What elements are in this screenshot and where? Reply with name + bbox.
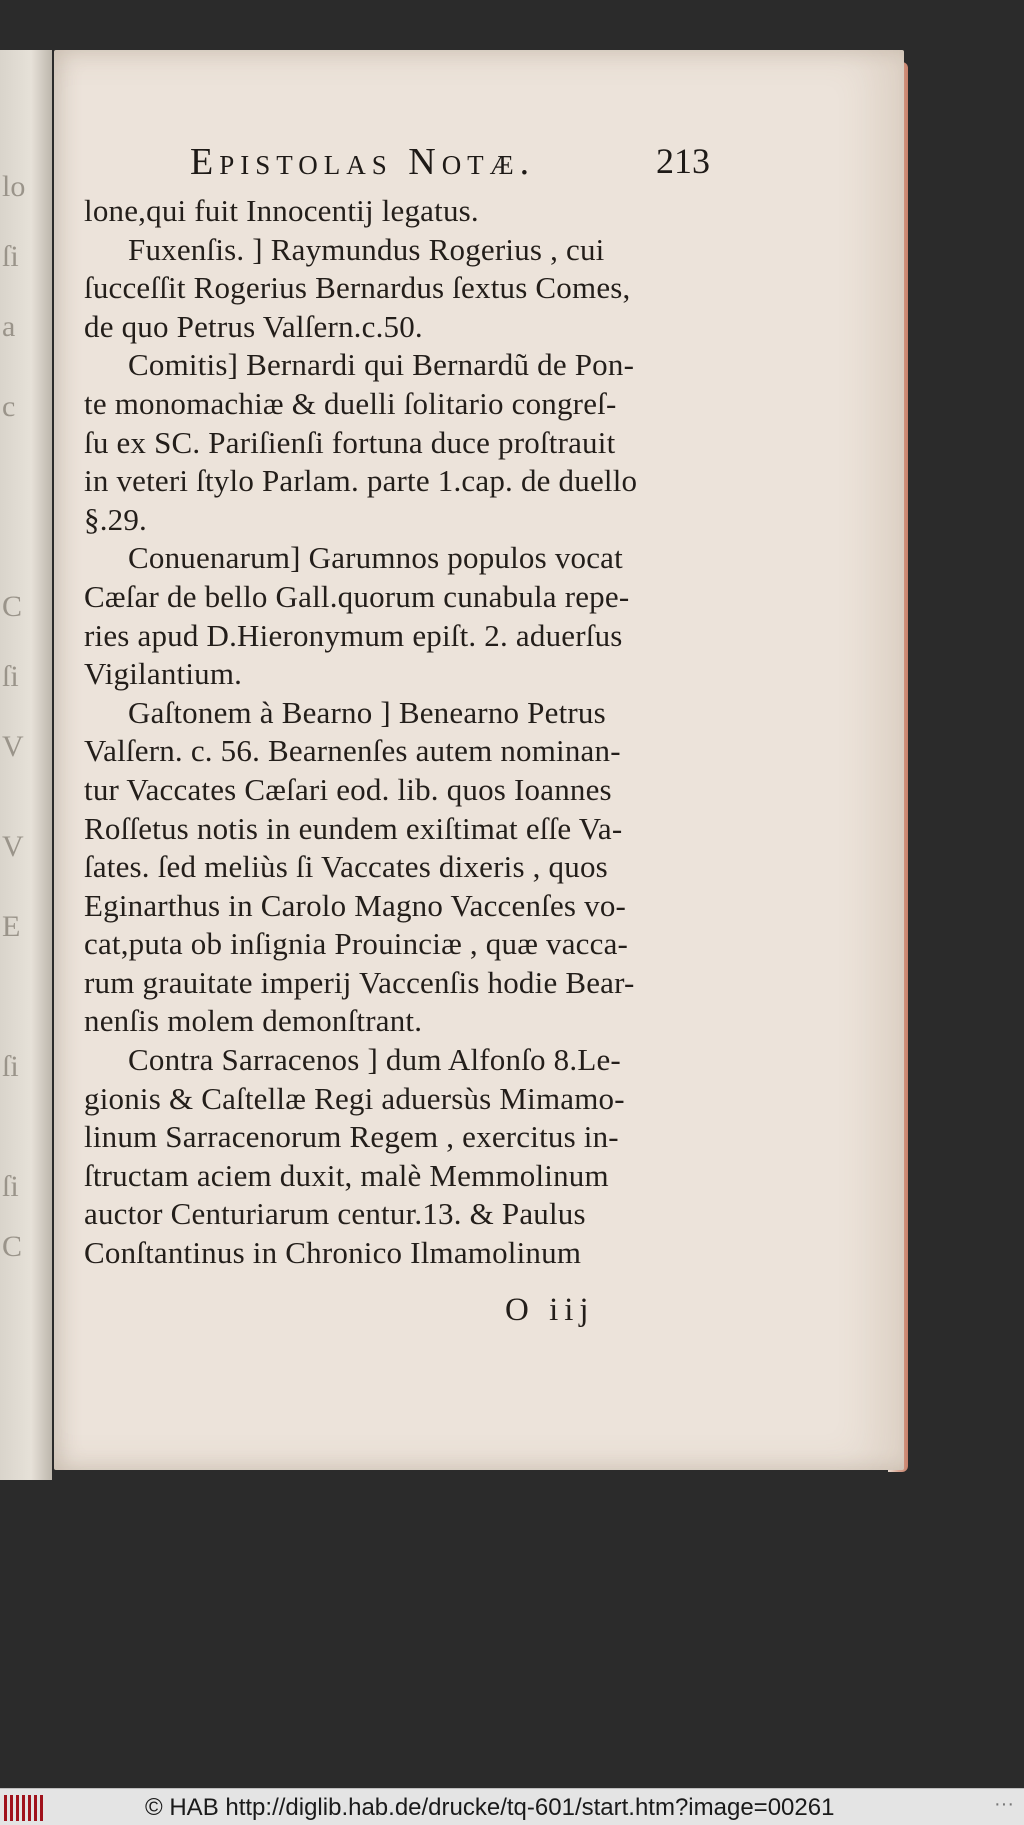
text-line: de quo Petrus Valſern.c.50. bbox=[84, 308, 423, 344]
text-line: Valſern. c. 56. Bearnenſes autem nominan- bbox=[84, 733, 621, 769]
page-header bbox=[190, 140, 710, 188]
text-line: Conuenarum] Garumnos populos vocat bbox=[128, 540, 623, 576]
page-number: 213 bbox=[656, 141, 710, 181]
text-line: gionis & Caſtellæ Regi aduersùs Mimamo- bbox=[84, 1080, 625, 1116]
text-line: linum Sarracenorum Regem , exercitus in- bbox=[84, 1119, 619, 1155]
bleed-through-glyph: C bbox=[2, 590, 23, 623]
bleed-through-glyph: c bbox=[2, 390, 16, 423]
bleed-through-glyph: ſi bbox=[2, 1050, 19, 1083]
text-line: Contra Sarracenos ] dum Alfonſo 8.Le- bbox=[128, 1042, 621, 1078]
hab-logo bbox=[4, 1795, 46, 1821]
bleed-through-glyph: V bbox=[2, 730, 24, 763]
text-line: Gaſtonem à Bearno ] Benearno Petrus bbox=[128, 694, 606, 730]
text-line: nenſis molem demonſtrant. bbox=[84, 1003, 423, 1039]
previous-page-edge bbox=[0, 50, 52, 1480]
text-line: te monomachiæ & duelli ſolitario congreſ- bbox=[84, 385, 617, 421]
text-line: lone,qui fuit Innocentij legatus. bbox=[84, 193, 479, 228]
text-line: cat,puta ob inſignia Prouinciæ , quæ vacca- bbox=[84, 926, 629, 962]
text-line: rum grauitate imperij Vaccenſis hodie Bear- bbox=[84, 964, 635, 1000]
text-line: auctor Centuriarum centur.13. & Paulus bbox=[84, 1196, 586, 1232]
text-line: ſates. ſed meliùs ſi Vaccates dixeris , quos bbox=[84, 849, 608, 885]
text-line: ries apud D.Hieronymum epiſt. 2. aduerſus bbox=[84, 617, 623, 653]
bleed-through-glyph: lo bbox=[2, 170, 26, 203]
text-line: Conſtantinus in Chronico Ilmamolinum bbox=[84, 1235, 582, 1271]
text-line: ſu ex SC. Pariſienſi fortuna duce proſtrauit bbox=[84, 424, 616, 460]
text-line: ſucceſſit Rogerius Bernardus ſextus Comes, bbox=[84, 270, 631, 306]
signature-mark: O iij bbox=[505, 1292, 595, 1328]
text-line: ſtructam aciem duxit, malè Memmolinum bbox=[84, 1157, 609, 1193]
text-line: Vigilantium. bbox=[84, 656, 243, 692]
bleed-through-glyph: ſi bbox=[2, 660, 19, 693]
text-line: tur Vaccates Cæſari eod. lib. quos Ioannes bbox=[84, 771, 612, 807]
body-text bbox=[84, 192, 712, 1273]
bleed-through-glyph: V bbox=[2, 830, 24, 863]
footer-credit-url[interactable]: © HAB http://diglib.hab.de/drucke/tq-601/start.htm?image=00261 bbox=[145, 1794, 835, 1821]
bleed-through-glyph: E bbox=[2, 910, 21, 943]
running-head: Epistolas Notæ. bbox=[190, 141, 536, 183]
bleed-through-glyph: C bbox=[2, 1230, 23, 1263]
text-line: Fuxenſis. ] Raymundus Rogerius , cui bbox=[128, 231, 605, 267]
bleed-through-glyph: ſi bbox=[2, 1170, 19, 1203]
text-line: Eginarthus in Carolo Magno Vaccenſes vo- bbox=[84, 887, 627, 923]
text-line: Cæſar de bello Gall.quorum cunabula repe- bbox=[84, 578, 630, 614]
more-options-icon[interactable]: ··· bbox=[994, 1793, 1014, 1815]
text-line: §.29. bbox=[84, 501, 147, 537]
viewer-footer bbox=[0, 1788, 1024, 1825]
text-line: Comitis] Bernardi qui Bernardũ de Pon- bbox=[128, 347, 635, 383]
bleed-through-glyph: ſi bbox=[2, 240, 19, 273]
text-line: Roſſetus notis in eundem exiſtimat eſſe Va- bbox=[84, 810, 623, 846]
text-line: in veteri ſtylo Parlam. parte 1.cap. de duello bbox=[84, 463, 638, 499]
bleed-through-glyph: a bbox=[2, 310, 16, 343]
